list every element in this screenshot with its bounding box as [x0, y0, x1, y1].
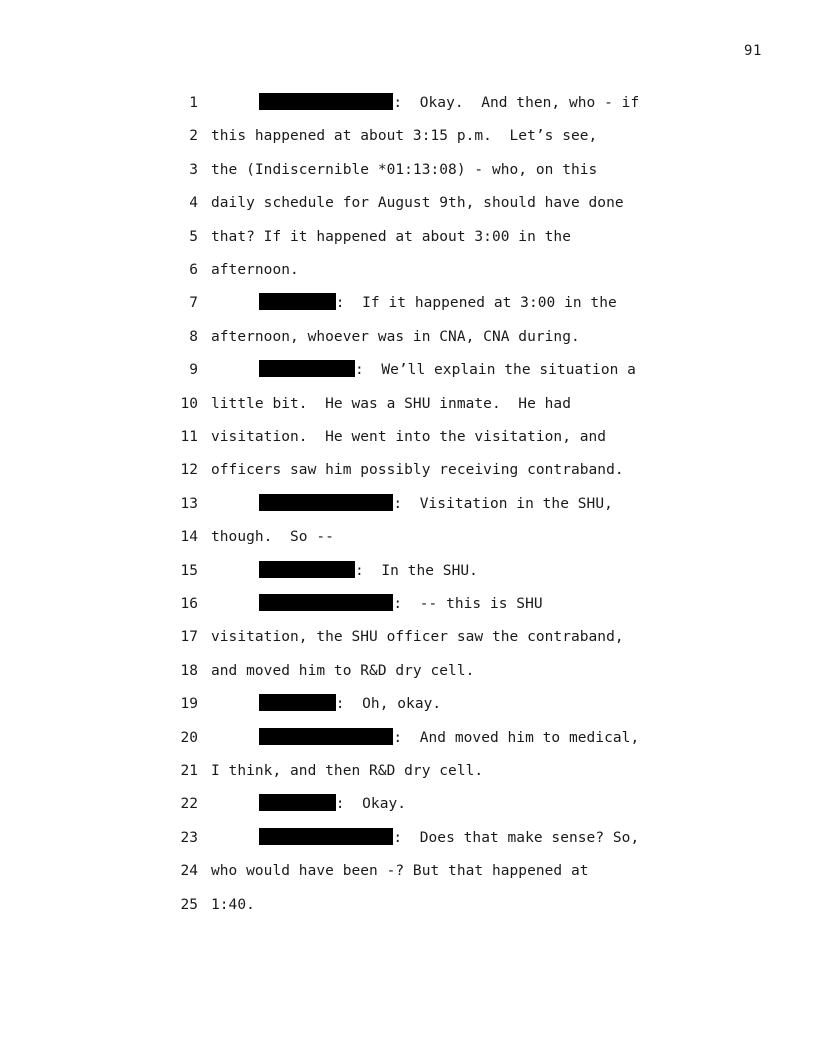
line-number: 10 [180, 395, 198, 412]
line-number: 8 [189, 328, 198, 345]
line-number: 6 [189, 262, 198, 278]
line-text [211, 327, 580, 347]
spoken-text: : -- this is SHU [393, 596, 543, 612]
transcript-line [0, 728, 816, 748]
redacted-speaker-name [259, 494, 393, 511]
line-number: 7 [189, 295, 198, 312]
spoken-text: the (Indiscernible *01:13:08) - who, on this [211, 161, 598, 178]
line-number: 21 [180, 763, 198, 779]
transcript-line [0, 327, 816, 347]
redacted-speaker-name [259, 694, 336, 711]
line-text [211, 227, 571, 247]
redacted-speaker-name [259, 293, 336, 310]
line-number: 20 [180, 729, 198, 746]
line-text [211, 861, 589, 881]
spoken-text: : Okay. And then, who - if [393, 95, 640, 111]
speaker-line [259, 561, 478, 581]
transcript-line [0, 293, 816, 313]
spoken-text: : We’ll explain the situation a [355, 362, 636, 379]
transcript-line [0, 494, 816, 514]
line-number: 17 [180, 629, 198, 646]
spoken-text: and moved him to R&D dry cell. [211, 662, 475, 679]
speaker-line [259, 594, 543, 614]
spoken-text: afternoon, whoever was in CNA, CNA during. [211, 328, 580, 345]
speaker-line [259, 694, 441, 714]
speaker-line [259, 728, 639, 748]
spoken-text: that? If it happened at about 3:00 in the [211, 228, 571, 245]
line-number: 16 [180, 596, 198, 612]
speaker-line [259, 494, 613, 514]
transcript-line [0, 227, 816, 247]
line-text [211, 126, 597, 146]
line-number: 2 [189, 128, 198, 145]
transcript-line [0, 527, 816, 547]
line-text [211, 427, 606, 447]
transcript-line [0, 460, 816, 480]
line-number: 23 [180, 829, 198, 846]
transcript-line [0, 193, 816, 213]
line-number: 5 [189, 228, 198, 245]
speaker-line [259, 93, 639, 113]
line-text [211, 260, 299, 280]
spoken-text: afternoon. [211, 262, 299, 278]
spoken-text: daily schedule for August 9th, should have done [211, 195, 624, 212]
line-number: 25 [180, 896, 198, 913]
line-number: 19 [180, 696, 198, 713]
line-number: 4 [189, 195, 198, 212]
redacted-speaker-name [259, 828, 393, 845]
redacted-speaker-name [259, 93, 393, 110]
transcript-line [0, 661, 816, 681]
spoken-text: : In the SHU. [355, 562, 478, 579]
spoken-text: 1:40. [211, 896, 255, 913]
redacted-speaker-name [259, 728, 393, 745]
line-text [211, 527, 334, 547]
line-text [211, 460, 624, 480]
speaker-line [259, 293, 617, 313]
line-text [211, 193, 624, 213]
transcript-line [0, 895, 816, 915]
speaker-line [259, 360, 636, 380]
redacted-speaker-name [259, 561, 355, 578]
transcript-line [0, 160, 816, 180]
line-text [211, 895, 255, 915]
redacted-speaker-name [259, 794, 336, 811]
line-text [211, 627, 624, 647]
spoken-text: visitation. He went into the visitation, and [211, 429, 607, 445]
line-number: 1 [189, 95, 198, 111]
spoken-text: : Does that make sense? So, [393, 829, 640, 846]
line-text [211, 394, 571, 414]
spoken-text: : And moved him to medical, [393, 729, 640, 746]
line-number: 18 [180, 662, 198, 679]
line-number: 3 [189, 161, 198, 178]
transcript-line [0, 360, 816, 380]
line-number: 14 [180, 529, 198, 546]
redacted-speaker-name [259, 594, 393, 611]
transcript-line [0, 694, 816, 714]
transcript-line [0, 93, 816, 113]
spoken-text: little bit. He was a SHU inmate. He had [211, 395, 571, 412]
transcript-line [0, 627, 816, 647]
transcript-line [0, 761, 816, 781]
speaker-line [259, 794, 406, 814]
spoken-text: who would have been -? But that happened at [211, 863, 589, 880]
transcript-line [0, 594, 816, 614]
transcript-line [0, 427, 816, 447]
spoken-text: visitation, the SHU officer saw the contraband, [211, 629, 624, 646]
line-number: 24 [180, 863, 198, 880]
line-number: 9 [189, 362, 198, 379]
transcript-line [0, 828, 816, 848]
line-number: 13 [180, 495, 198, 512]
spoken-text: this happened at about 3:15 p.m. Let’s see, [211, 128, 598, 145]
transcript-line [0, 561, 816, 581]
spoken-text: : Okay. [335, 796, 407, 813]
line-number: 22 [180, 796, 198, 813]
spoken-text: : If it happened at 3:00 in the [335, 295, 617, 312]
spoken-text: I think, and then R&D dry cell. [211, 763, 484, 779]
line-text [211, 761, 483, 781]
line-number: 12 [180, 462, 198, 479]
transcript-line [0, 794, 816, 814]
line-text [211, 160, 597, 180]
spoken-text: though. So -- [211, 529, 334, 546]
line-number: 15 [180, 562, 198, 579]
page-number: 91 [743, 43, 762, 59]
speaker-line [259, 828, 639, 848]
redacted-speaker-name [259, 360, 355, 377]
line-text [211, 661, 474, 681]
transcript-line [0, 126, 816, 146]
spoken-text: : Visitation in the SHU, [393, 495, 613, 512]
line-number: 11 [180, 429, 198, 445]
transcript-line [0, 260, 816, 280]
spoken-text: officers saw him possibly receiving contraband. [211, 462, 624, 479]
transcript-line [0, 394, 816, 414]
spoken-text: : Oh, okay. [335, 696, 442, 713]
transcript-line [0, 861, 816, 881]
